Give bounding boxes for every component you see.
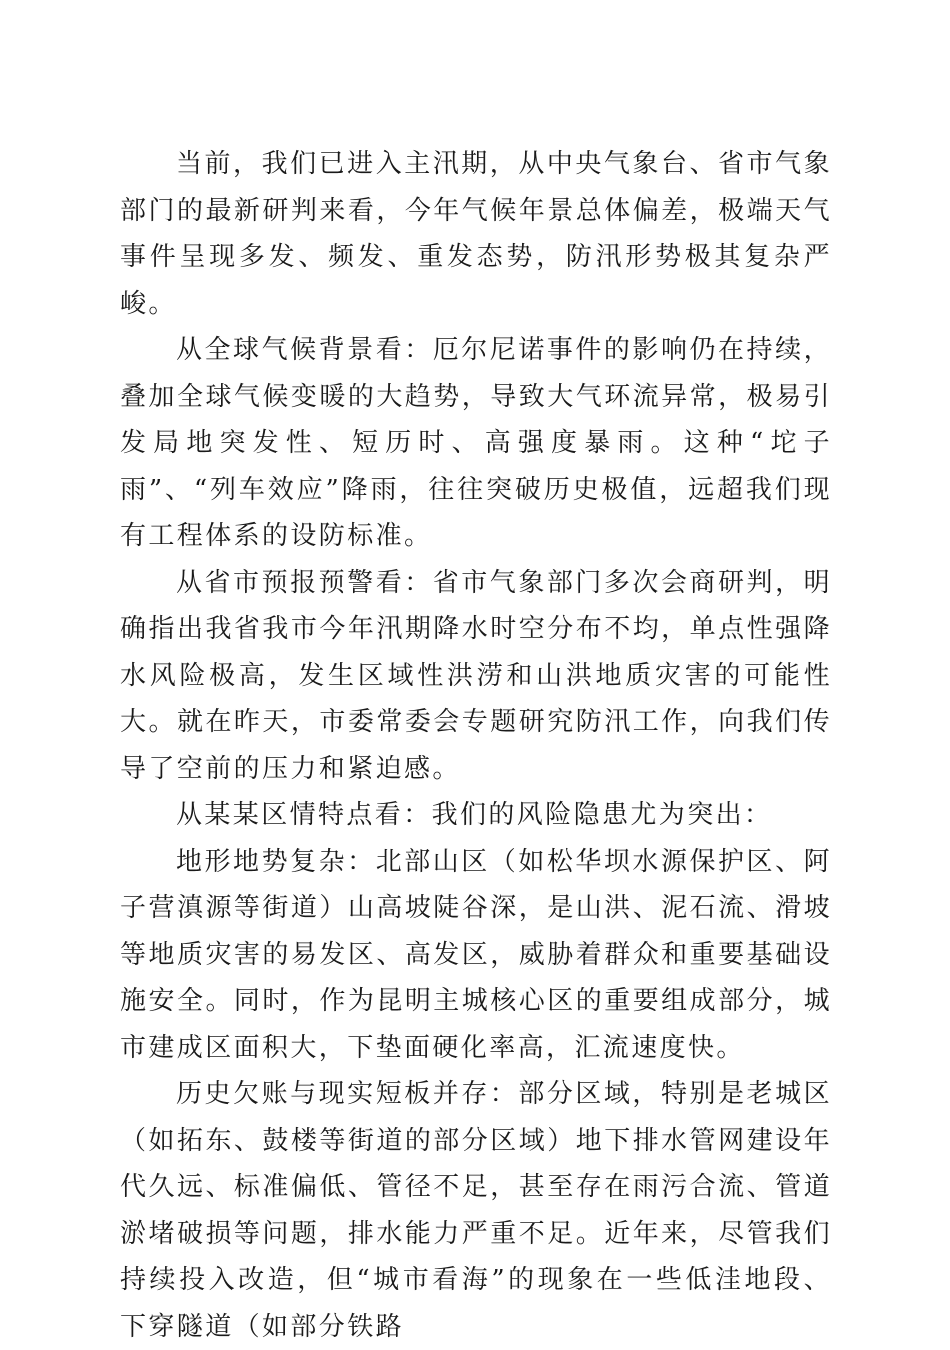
paragraph-provincial-forecast: 从省市预报预警看：省市气象部门多次会商研判，明确指出我省我市今年汛期降水时空分布不均，单点性强降水风险极高，发生区域性洪涝和山洪地质灾害的可能性大。就在昨天，市委常委会专题研究防汛工作，向我们传导了空前的压力和紧迫感。 bbox=[120, 567, 832, 784]
paragraph-terrain: 地形地势复杂：北部山区（如松华坝水源保护区、阿子营滇源等街道）山高坡陡谷深，是山洪、泥石流、滑坡等地质灾害的易发区、高发区，威胁着群众和重要基础设施安全。同时，作为昆明主城核心区的重要组成部分，城市建成区面积大，下垫面硬化率高，汇流速度快。 bbox=[120, 846, 832, 1063]
document-body bbox=[120, 141, 832, 1350]
paragraph-global-climate: 从全球气候背景看：厄尔尼诺事件的影响仍在持续，叠加全球气候变暖的大趋势，导致大气环流异常，极易引发局地突发性、短历时、高强度暴雨。这种“坨子雨”、“列车效应”降雨，往往突破历史极值，远超我们现有工程体系的设防标准。 bbox=[120, 335, 832, 551]
paragraph-flood-season-overview: 当前，我们已进入主汛期，从中央气象台、省市气象部门的最新研判来看，今年气候年景总体偏差，极端天气事件呈现多发、频发、重发态势，防汛形势极其复杂严峻。 bbox=[120, 149, 832, 319]
paragraph-district-features: 从某某区情特点看：我们的风险隐患尤为突出： bbox=[176, 800, 773, 830]
paragraph-historical-shortcomings: 历史欠账与现实短板并存：部分区域，特别是老城区（如拓东、鼓楼等街道的部分区域）地下排水管网建设年代久远、标准偏低、管径不足，甚至存在雨污合流、管道淤堵破损等问题，排水能力严重不足。近年来，尽管我们持续投入改造，但“城市看海”的现象在一些低洼地段、下穿隧道（如部分铁路 bbox=[120, 1079, 832, 1342]
